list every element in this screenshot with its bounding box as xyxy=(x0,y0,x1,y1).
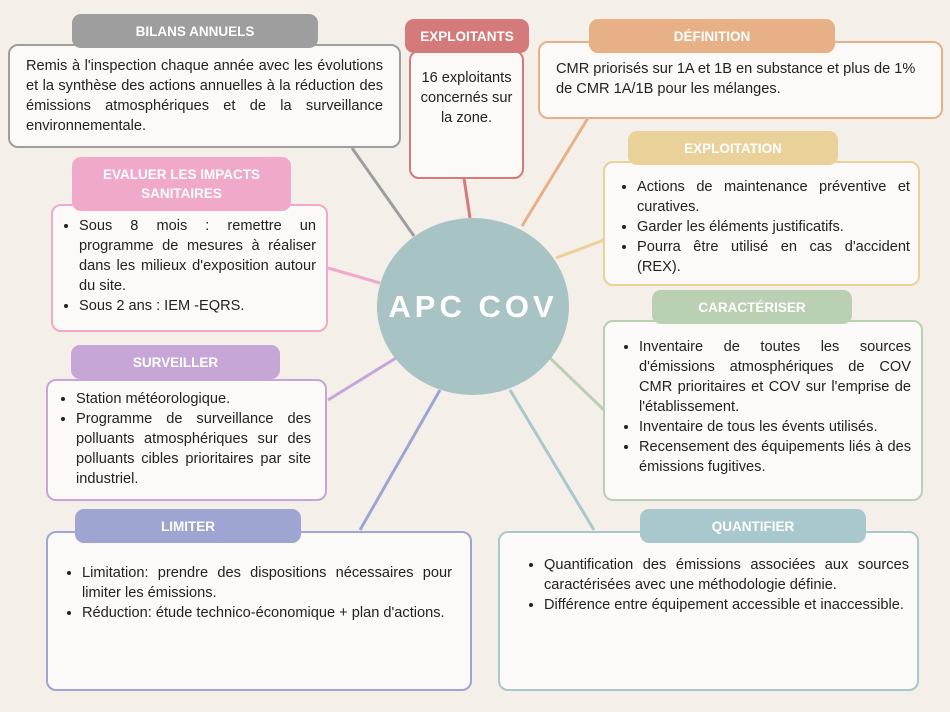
link-quantifier xyxy=(510,390,594,530)
exploitation-item: • Actions de maintenance préventive et curatives. xyxy=(637,177,910,217)
surveiller-title: SURVEILLER xyxy=(71,345,280,379)
evaluer-title: EVALUER LES IMPACTS SANITAIRES xyxy=(72,157,291,211)
bilans-title: BILANS ANNUELS xyxy=(72,14,318,48)
surveiller-item: • Station météorologique. xyxy=(76,389,311,409)
surveiller-box xyxy=(46,379,327,501)
caracteriser-item: • Recensement des équipements liés à des émissions fugitives. xyxy=(639,437,911,477)
caracteriser-item: • Inventaire de toutes les sources d'émissions atmosphériques de COV CMR prioritaires et COV sur l'emprise de l'établissement. xyxy=(639,337,911,417)
link-definition xyxy=(522,118,588,226)
evaluer-item: • Sous 8 mois : remettre un programme de mesures à réaliser dans les milieux d'exposition autour du site. xyxy=(79,216,316,296)
definition-title: DÉFINITION xyxy=(589,19,835,53)
exploitation-box xyxy=(603,161,920,286)
quantifier-item: • Différence entre équipement accessible et inaccessible. xyxy=(544,595,909,615)
limiter-item: • Limitation: prendre des dispositions nécessaires pour limiter les émissions. xyxy=(82,563,452,603)
bilans-text: Remis à l'inspection chaque année avec les évolutions et la synthèse des actions annuelles à la réduction des émissions atmosphériques et de la surveillance environnementale. xyxy=(26,58,383,134)
exploitants-box xyxy=(409,50,524,179)
exploitation-title: EXPLOITATION xyxy=(628,131,838,165)
evaluer-box xyxy=(51,204,328,332)
exploitants-title: EXPLOITANTS xyxy=(405,19,529,53)
quantifier-title: QUANTIFIER xyxy=(640,509,866,543)
link-surveiller xyxy=(328,358,396,400)
quantifier-box xyxy=(498,531,919,691)
evaluer-item: • Sous 2 ans : IEM -EQRS. xyxy=(79,296,316,316)
limiter-box xyxy=(46,531,472,691)
quantifier-item: • Quantification des émissions associées aux sources caractérisées avec une méthodologie définie. xyxy=(544,555,909,595)
link-caracteriser xyxy=(550,358,604,410)
link-exploitation xyxy=(556,240,604,258)
link-evaluer xyxy=(328,268,380,283)
exploitation-item: • Garder les éléments justificatifs. xyxy=(637,217,910,237)
central-node: APC COV xyxy=(377,218,569,395)
caracteriser-box xyxy=(603,320,923,501)
caracteriser-title: CARACTÉRISER xyxy=(652,290,852,324)
link-limiter xyxy=(360,390,440,530)
exploitation-item: • Pourra être utilisé en cas d'accident (REX). xyxy=(637,237,910,277)
limiter-title: LIMITER xyxy=(75,509,301,543)
bilans-box xyxy=(8,44,401,148)
limiter-item: • Réduction: étude technico-économique + plan d'actions. xyxy=(82,603,452,623)
link-bilans xyxy=(352,148,414,236)
caracteriser-item: • Inventaire de tous les évents utilisés. xyxy=(639,417,911,437)
link-exploitants xyxy=(464,178,470,218)
surveiller-item: • Programme de surveillance des polluants atmosphériques sur des polluants cibles prioritaires par site industriel. xyxy=(76,409,311,489)
exploitants-text: 16 exploitants concernés sur la zone. xyxy=(420,70,513,126)
definition-text: CMR priorisés sur 1A et 1B en substance et plus de 1% de CMR 1A/1B pour les mélanges. xyxy=(556,61,916,97)
